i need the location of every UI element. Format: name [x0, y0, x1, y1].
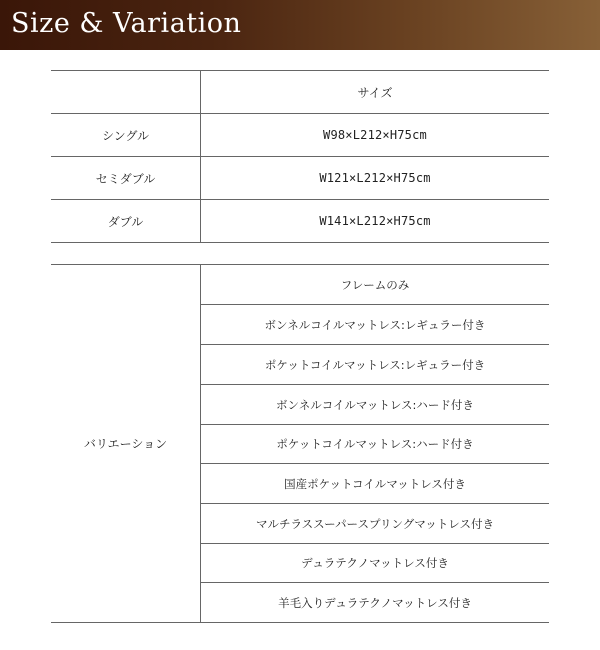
list-item: ポケットコイルマットレス:レギュラー付き — [201, 344, 549, 384]
variation-label: バリエーション — [51, 265, 201, 622]
header-banner — [0, 0, 600, 50]
bed-size-value: W121×L212×H75cm — [319, 171, 431, 185]
size-table — [51, 70, 549, 243]
size-header-label: サイズ — [357, 85, 393, 100]
table-row — [51, 199, 549, 242]
list-item: 国産ポケットコイルマットレス付き — [201, 463, 549, 503]
bed-size-value: W141×L212×H75cm — [319, 214, 431, 228]
table-row — [51, 113, 549, 156]
page-title: Size & Variation — [11, 8, 242, 39]
size-header-row — [51, 71, 549, 113]
list-item: ボンネルコイルマットレス:ハード付き — [201, 384, 549, 424]
list-item: フレームのみ — [340, 277, 410, 292]
variation-list — [201, 265, 549, 622]
size-header-left — [51, 71, 201, 113]
bed-type-label: ダブル — [51, 200, 201, 242]
size-footer-row — [51, 242, 549, 243]
list-item: 羊毛入りデュラテクノマットレス付き — [201, 582, 549, 622]
list-item: ポケットコイルマットレス:ハード付き — [201, 424, 549, 463]
variation-table — [51, 264, 549, 623]
list-item: マルチラススーパースプリングマットレス付き — [201, 503, 549, 543]
list-item: ボンネルコイルマットレス:レギュラー付き — [201, 304, 549, 344]
bed-size-value: W98×L212×H75cm — [323, 128, 427, 142]
list-item: デュラテクノマットレス付き — [201, 543, 549, 582]
table-row — [51, 156, 549, 199]
bed-type-label: セミダブル — [51, 157, 201, 199]
bed-type-label: シングル — [51, 114, 201, 156]
